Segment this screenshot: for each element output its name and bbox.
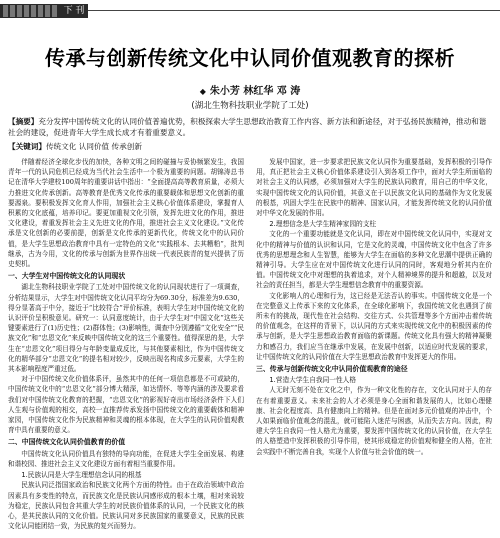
body-column-right [256, 157, 492, 533]
body-paragraph: 民族认同泛指国家政治和民族文化两个方面的特性。由于在政治领域中政治因素具有多变性的特点，而民族文化是民族认同感形成的根本土壤，相对来说较为稳定，民族认同包含其重大学生的对民族价值体系的认同，一个民族文化的核心，是其民族认同的文化价值。民族认同对多民族国家的重要意义，民族的民族文化认同能团结一致，为民族的复兴而努力。 [8, 481, 244, 531]
affiliation: (湖北生物科技职业学院了工处) [191, 101, 309, 111]
body-paragraph: 伴随着经济全球化步伐的加快，各种文明之间的碰撞与妥协频繁发生，我国青年一代的认同危机已经成为当代社会生活中一个极为重要的问题。胡锦涛总书记在清华大学建校100周年的重要讲话中指出：“全面提高高等教育质量，必须大力推进文化传承创新。高等教育是优秀文化传承的重要载体和思想文化创新的重要源泉。要积极发挥文化育人作用，加强社会主义核心价值体系建设，掌握育人积累的文化底蕴，培养印记。要更加重视文化引领，发挥先进文化的作用，推进文化建设，着重发挥社会主义先进文化的作用，推进社会主义文化建设。”文化传承是文化创新的必要前提，创新是文化传承的更新代化，传统文化中的认同价值，是大学生思想政治教育中具有一定特色的文化“实践根本、去其糟粕”，批判继承，古为今用，文化的传承与创新为世界作出统一代表民族青的复兴提供了历史契机。 [8, 158, 244, 269]
subsection-heading: 2.理想信念是大学生精神家园的支柱 [269, 220, 377, 229]
running-header [0, 0, 500, 30]
abstract-tag: 【摘要】 [8, 117, 39, 126]
journal-masthead [0, 4, 88, 30]
body-paragraph: 中国传统文化认同价值具有独特的导向功能，在促进大学生全面发展、构建和谐校园、推进社会主义文化建设方面有着相当重要作用。 [8, 449, 244, 468]
body-paragraph: 对于中国传统文化价值体系评，虽然其中的任何一项信息都是不可或缺的，中国传统文化中的“忠恩文化”部分博大精深，如达情怀、等等内涵的涉及要求看我们对中国传统文化教育的把握，“忠恩文化”的影视好奇出市场经济条件下人们人生观与价值观的相交，高校一直推荐传承发扬中国传统文化的重要载体和精神家园，中国传统文化作为民族精神和灵魂的根本体现，在大学生的认同价值观教育中具有重要的意义。 [8, 375, 244, 435]
section-heading: 三、传承与创新传统文化中认同价值观教育的途径 [256, 365, 408, 374]
subsection-heading: 1.营造大学生自我同一性人格 [269, 376, 357, 385]
subsection-heading: 1.民族认同是大学生理想信念认同的根基 [21, 471, 142, 480]
abstract-text: 充分发挥中国传统文化的认同价值普遍优势，积极探索大学生思想政治教育工作内容、新方法和新途径，对于弘扬民族精神，推动和谐社会的建设，促进青年大学生成长成才有着重要意义。 [8, 117, 487, 137]
header-rule [88, 10, 500, 11]
authors [0, 82, 500, 97]
body-paragraph: 文化的一个重要功能就是文化认同，即在对中国传统文化认同中，实现对文化中的精神与价值的认识和认同，它是文化的灵魂，中国传统文化中包含了许多优秀的思想理念和人生智慧，能够为大学生在面临的多种文化思潮中提供正确的精神引导。大学生应在对中国传统文化进行认同的同时，客观地分析其内在价值。中国传统文化中对理想的执着追求，对个人精神境界的提升和超越，以及对社会的责任担当，都是大学生理想信念教育中的重要资源。 [256, 230, 492, 290]
body-paragraph: 文化影响人的心理和行为，这已经是无法否认的事实。中国传统文化是一个在完整意义上传承下来的文化体系，在全球化影响下，我国传统文化也遇到了前所未有的挑战，现代性在社会结构、交往方式、公共管理等多个方面冲击着传统的价值观念，在这样的背景下，以认同的方式来实现传统文化中的积极因素的传承与创新，是大学生思想政治教育面临的新课题。传统文化具有强大的精神凝聚力和感召力，我们应当在继承中发展，在发展中创新，以适应时代发展的要求，让中国传统文化的认同价值在大学生思想政治教育中发挥更大的作用。 [256, 291, 492, 361]
article-title: 传承与创新传统文化中认同价值观教育的探析 [45, 46, 455, 70]
keywords [8, 141, 492, 152]
section-heading: 一、大学生对中国传统文化的认同现状 [8, 272, 126, 281]
keywords-text: 传统文化 认同价值 传承创新 [45, 142, 142, 151]
abstract [8, 116, 492, 138]
body-column-left [8, 157, 244, 533]
body-paragraph: 人无时无刻不处在文化之中，作为一种文化性的存在，文化认同对于人的存在有着重要意义。未来社会的人才必须是身心全面和谐发展的人，比如心理健康、社会化程度高、具有健康向上的精神。但是在面对多元价值观的冲击中，个人如果面临价值观念的混乱，就可能陷入迷茫与困惑，从而失去方向。因此，构建大学生自我同一性人格尤为重要，要发挥中国传统文化的认同价值，在大学生的人格塑造中发挥积极的引导作用，使其形成稳定的价值观和健全的人格，在社会实践中不断完善自我，实现个人价值与社会价值的统一。 [256, 386, 492, 456]
journal-logo-icon [3, 5, 58, 17]
diamond-icon: ◆ [199, 87, 206, 96]
column-label: 下 刊 行 [63, 6, 85, 30]
keywords-tag: 【关键词】 [8, 142, 46, 151]
body-paragraph: 发展中国家，进一步要求把民族文化认同作为重要基础，发挥积极的引导作用，真正把社会主义核心价值体系建设引入到各项工作中，面对大学生所面临的对社会主义的认同感，必须加强对大学生的民族认同教育，用自己的中华文化，实现中国传统文化的认同价值，其意义在于以民族文化认同的基础作为文化发展的根基，巩固大学生在民族中的精神、国家认同，才能发挥传统文化的认同价值对中华文化发展的作用。 [256, 158, 492, 218]
author-names: 朱小芳 林红华 邓 涛 [209, 86, 301, 97]
body-paragraph: 湖北生物科技职业学院了工处对中国传统文化的认同现状进行了一项调查，分析结果显示，大学生对中国传统文化认同平均分为69.30分，标准差为9.630，得分显著高于中分，接近于“比较符合”评价标准，表明大学生对中国传统文化的认识评价呈积极意见。研究一：认同意度统计，由于大学生对“中国文化”这些关键要素进行了(1)历史性；(2)群体性；(3)影响性，调查中分别遵循“文化安全”“民族文化”和“忠恩文化”来反映中国传统文化的这三个重要性。值得深思的是，大学生在“忠恩文化”项目得分与年龄变量成反比，与其他要素相比，作为中国传统文化的精华部分“忠恩文化”的提名相对较少，反映出现名构成多元要素，大学生的其本影响程度严重过低。 [8, 283, 244, 374]
section-heading: 二、中国传统文化认同价值教育的价值 [8, 438, 126, 447]
